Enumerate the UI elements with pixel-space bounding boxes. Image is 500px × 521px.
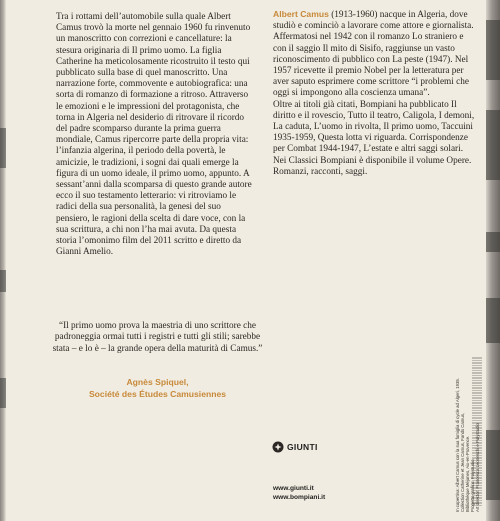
credit-line-5: Art director: Francesca Leoneschi e Polystudio	[475, 423, 480, 512]
bio-paragraph-1	[273, 9, 475, 100]
right-spine-edge	[486, 0, 500, 521]
credit-line-2: Collection Catherine et Jean Camus, Fonds Camus,	[460, 412, 465, 512]
barcode-strip	[472, 356, 482, 506]
giunti-logo-icon	[272, 441, 284, 453]
synopsis-text: Tra i rottami dell’automobile sulla quale Albert Camus trovò la morte nel gennaio 1960 fu rinvenuto un manoscritto con correzioni e cancellature: la stesura originaria di Il primo uomo. La figlia Catherine ha meticolosamente ricostruito il testo qui pubblicato sulla base di quel manoscritto. Una narrazione forte, commovente e autobiografica: una sorta di romanzo di formazione a ritroso. Attraverso le emozioni e le impressioni del protagonista, che torna in Algeria nel desiderio di ritrovare il ricordo del padre scomparso durante la prima guerra mondiale, Camus ripercorre parte della propria vita: l’infanzia algerina, il periodo della povertà, le amicizie, le tradizioni, i sogni dai quali emerge la figura di un uomo ideale, il primo uomo, appunto. A sessant’anni dalla scomparsa di questo grande autore ecco il suo testamento letterario: vi ritroviamo le radici della sua personalità, la genesi del suo pensiero, le ragioni della scelta di dare voce, con la sua scrittura, a chi non l’ha mai avuta. Da questa storia l’omonimo film del 2011 scritto e diretto da Gianni Amelio.	[56, 12, 252, 258]
bio-paragraph-3: Nei Classici Bompiani è disponibile il volume Opere. Romanzi, racconti, saggi.	[273, 155, 472, 177]
quote-affiliation: Société des Études Camusiennes	[88, 388, 227, 399]
website-giunti[interactable]: www.giunti.it	[273, 485, 314, 492]
publisher-logo	[272, 441, 318, 453]
synopsis-column	[56, 12, 252, 258]
credit-line-1: In copertina: Albert Camus con la sua famiglia di cycle ad Algeri, 1935.	[455, 378, 460, 512]
bio-paragraph-2: Oltre ai titoli già citati, Bompiani ha pubblicato Il diritto e il rovescio, Tutto il teatro, Caligola, I demoni, La caduta, L’uomo in rivolta, Il primo uomo, Taccuini 1935-1959, Questa lotta vi riguarda. Corrispondenze per Combat 1944-1947, L’estate e altri saggi solari.	[273, 99, 475, 155]
credit-line-3: Bibliothèque Méjanes, Aix-en-Provence.	[465, 435, 470, 512]
logo-text: GIUNTI	[287, 442, 318, 452]
cover-credits	[455, 342, 480, 512]
publisher-websites	[273, 484, 325, 503]
review-quote	[50, 321, 265, 355]
bio-text-1: (1913-1960) nacque in Algeria, dove studiò e cominciò a lavorare come attore e giornalista. Affermatosi nel 1942 con il romanzo Lo straniero e con il saggio Il mito di Sisifo, raggiunse un vasto riconoscimento di pubblico con La peste (1947). Nel 1957 ricevette il premio Nobel per la letteratura per aver saputo esprimere come scrittore “i problemi che oggi si impongono alla coscienza umana”.	[273, 10, 474, 99]
website-bompiani[interactable]: www.bompiani.it	[273, 494, 326, 502]
left-photo-edge	[0, 0, 6, 521]
quote-attribution	[50, 377, 265, 400]
author-name: Albert Camus	[273, 9, 329, 19]
credit-line-4: Progetto grafico: Polystudio.	[470, 458, 475, 512]
quote-author: Agnès Spiquel,	[126, 377, 189, 387]
author-bio-column	[273, 9, 475, 178]
quote-text: “Il primo uomo prova la maestria di uno scrittore che padroneggia ormai tutti i registri e tutti gli stili; sarebbe stata – e lo è – la grande opera della maturità di Camus.”	[52, 321, 263, 354]
